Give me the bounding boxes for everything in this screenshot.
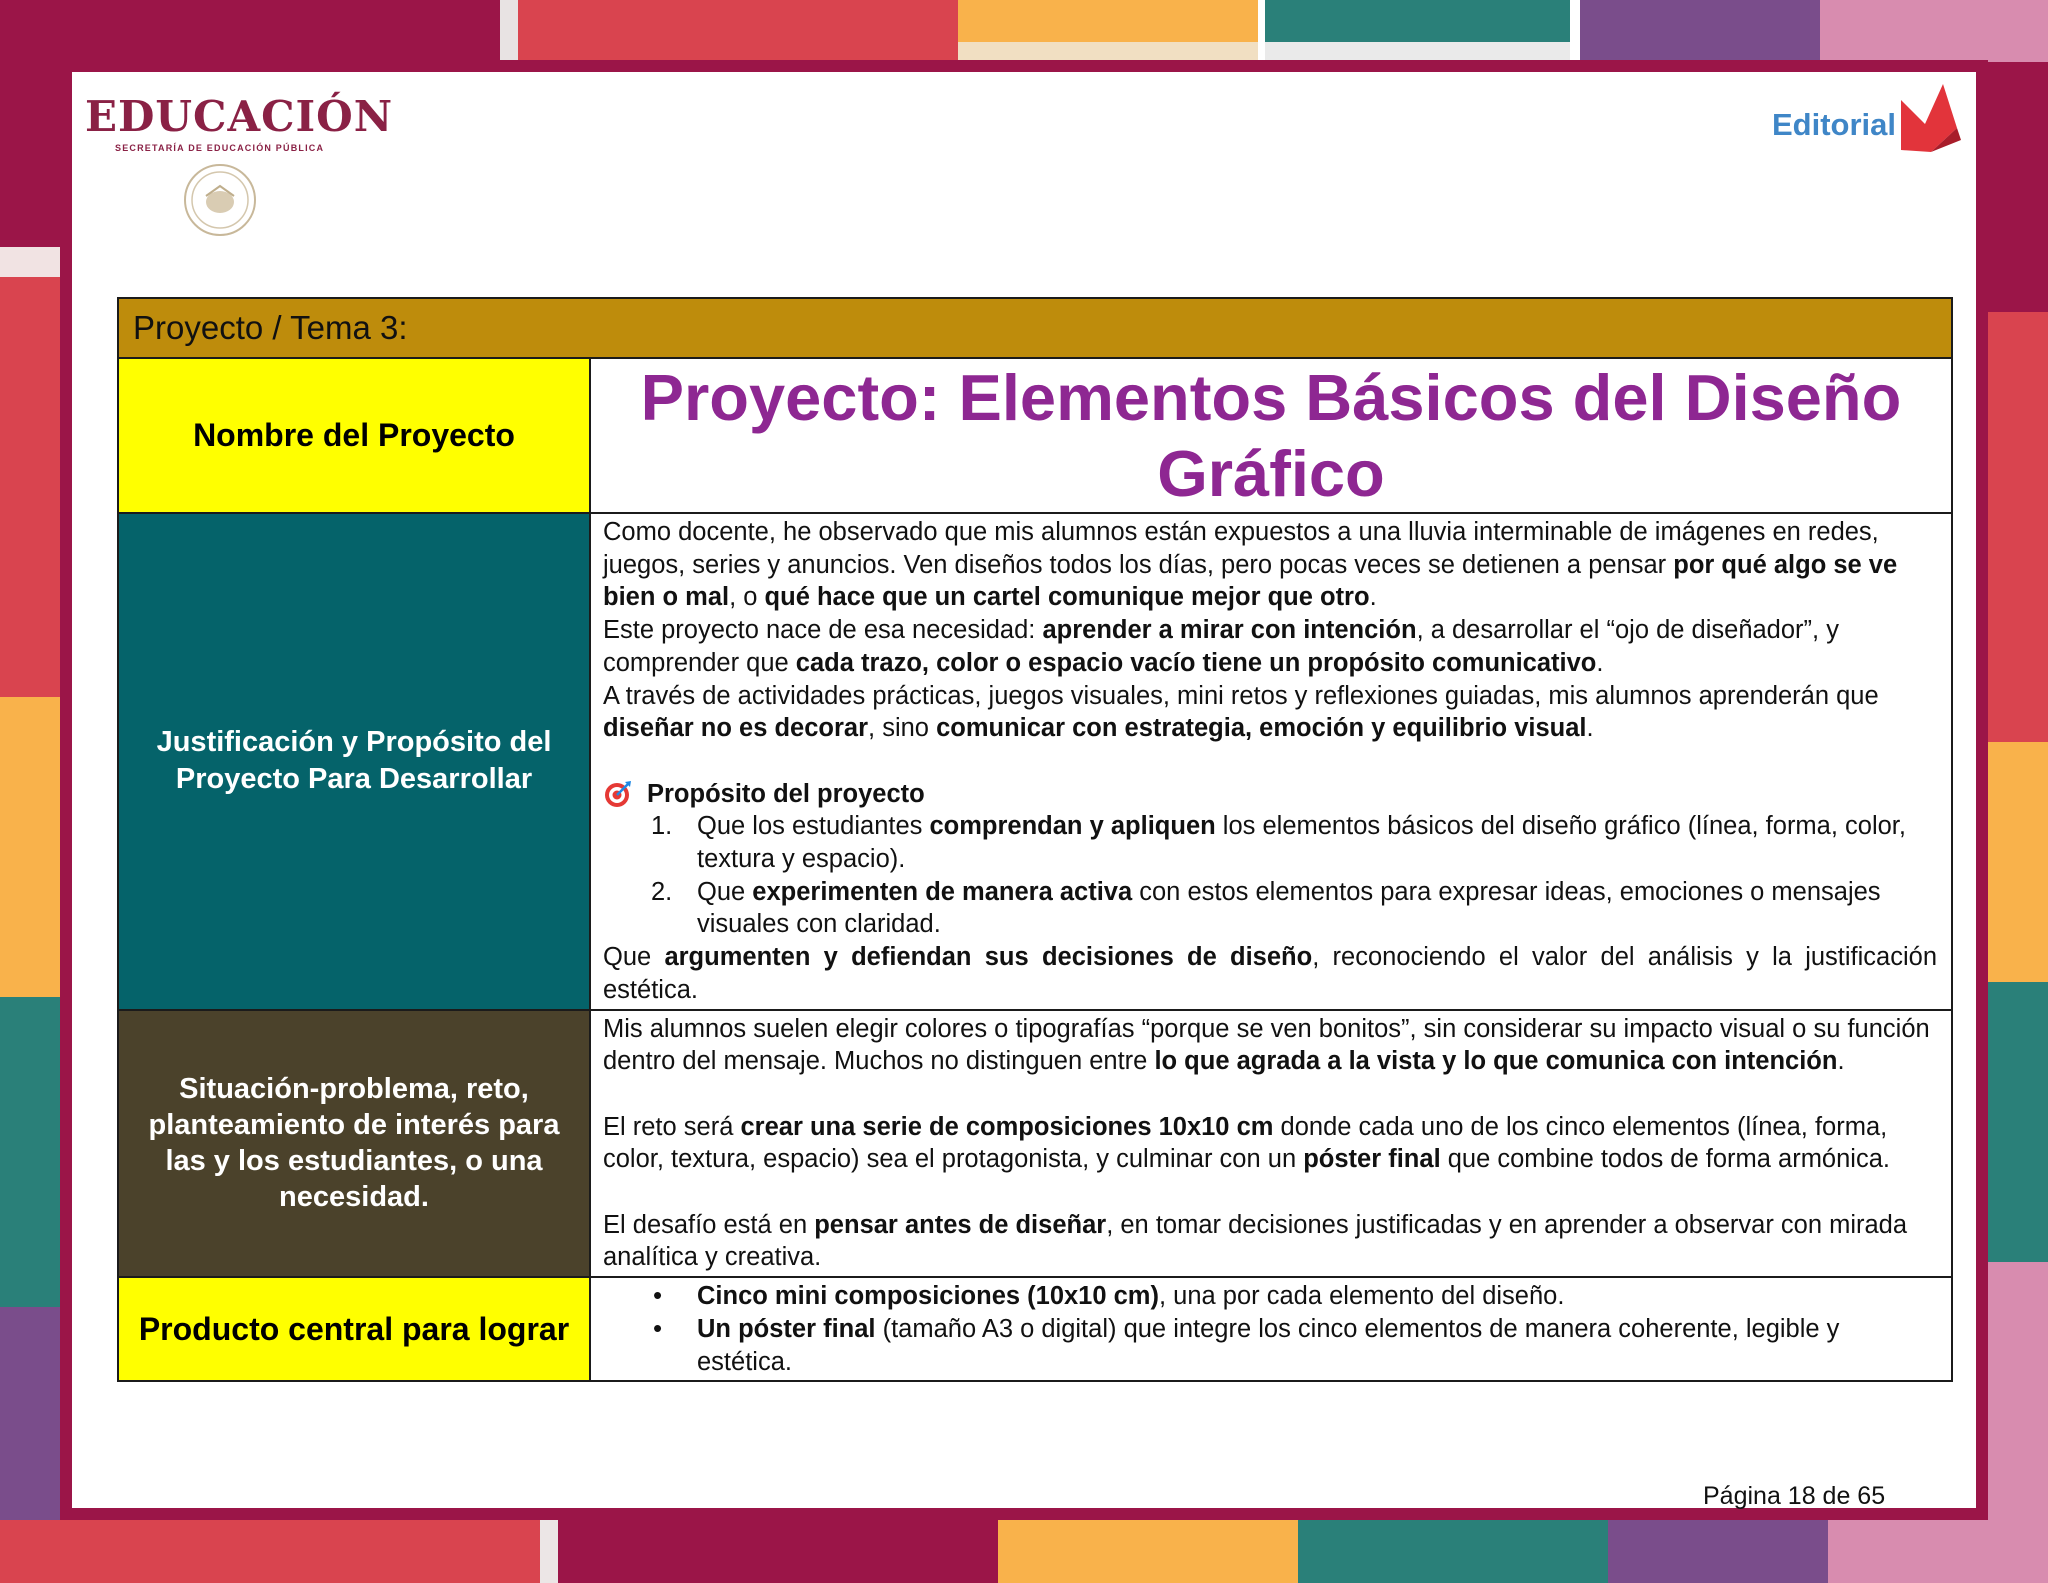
spacer (603, 1176, 1937, 1209)
purpose-list (603, 810, 1937, 941)
text-run: los elementos básicos del diseño gráfico (línea, forma, color, textura y espacio). (697, 812, 1906, 874)
national-seal-icon (182, 162, 258, 238)
situacion-content (590, 1010, 1952, 1278)
text-run: El desafío está en (603, 1210, 815, 1239)
text-run: . (1596, 648, 1604, 677)
spacer (603, 745, 1937, 778)
text-run: Que los estudiantes (697, 812, 930, 841)
mosaic-tile (958, 0, 1258, 42)
mosaic-tile (1298, 1520, 1608, 1583)
text-run: que combine todos de forma armónica. (1440, 1145, 1890, 1174)
producto-content (590, 1277, 1952, 1381)
text-run-bold: cada trazo, color o espacio vacío tiene un propósito comunicativo (795, 648, 1597, 677)
text-run-bold: póster final (1303, 1145, 1441, 1174)
justificacion-paragraph-2 (603, 614, 1937, 679)
list-number: 2. (651, 877, 673, 906)
project-title-line1: Proyecto: Elementos Básicos del Diseño (640, 360, 1902, 434)
text-run-bold: Un póster final (697, 1314, 876, 1343)
justificacion-paragraph-3 (603, 680, 1937, 745)
list-item (603, 876, 1937, 941)
text-run-bold: crear una serie de composiciones 10x10 cm (740, 1112, 1274, 1141)
bullet: • (653, 1312, 663, 1343)
text-run-bold: comunicar con estrategia, emoción y equilibrio visual (936, 714, 1587, 743)
purpose-heading-text: Propósito del proyecto (647, 779, 925, 808)
situacion-paragraph-1 (603, 1013, 1937, 1078)
text-run-bold: argumenten y defiendan sus decisiones de diseño (664, 943, 1313, 972)
justificacion-content (590, 513, 1952, 1010)
mosaic-tile (958, 42, 1258, 62)
text-run: A través de actividades prácticas, juegos visuales, mini retos y reflexiones guiadas, mis alumnos aprenderán que (603, 681, 1879, 710)
producto-list (603, 1280, 1937, 1378)
text-run: (tamaño A3 o digital) que integre los cinco elementos de manera coherente, legible y estética. (697, 1314, 1840, 1376)
list-item (603, 810, 1937, 875)
spacer (603, 1078, 1937, 1111)
text-run: Como docente, he observado que mis alumnos están expuestos a una lluvia interminable de imágenes en redes, juegos, series y anuncios. Ven diseños todos los días, pero pocas veces se detienen a pensar (603, 518, 1879, 579)
situacion-label (118, 1010, 590, 1278)
situacion-label-line1: Situación-problema, reto, (179, 1073, 529, 1106)
mosaic-tile (1820, 0, 2048, 62)
mosaic-tile (1988, 62, 2048, 312)
text-run: . (1837, 1047, 1845, 1076)
situacion-label-line3: las y los estudiantes, o una (165, 1145, 543, 1178)
mosaic-tile (0, 277, 60, 697)
mosaic-tile (0, 0, 500, 62)
justificacion-row (118, 513, 1952, 1010)
mosaic-tile (1828, 1520, 2048, 1583)
mosaic-tile (0, 62, 60, 247)
bullet: • (653, 1280, 663, 1311)
tema-row (118, 298, 1952, 358)
producto-row (118, 1277, 1952, 1381)
text-run: con estos elementos para expresar ideas, emociones o mensajes visuales con claridad. (697, 877, 1881, 939)
mosaic-tile (1265, 42, 1570, 62)
project-title (590, 358, 1952, 513)
text-run-bold: lo que agrada a la vista y lo que comunica con intención (1154, 1047, 1838, 1076)
text-run: , en tomar decisiones justificadas y en aprender a observar con mirada analítica y creativa. (603, 1210, 1908, 1272)
text-run: Mis alumnos suelen elegir colores o tipografías “porque se ven bonitos”, sin considerar su impacto visual o su función dentro del mensaje. Muchos no distinguen entre (603, 1014, 1930, 1076)
situacion-label-line4: necesidad. (279, 1181, 429, 1214)
justificacion-paragraph-1 (603, 516, 1937, 614)
mosaic-tile (1265, 0, 1570, 42)
mosaic-tile (1580, 0, 1820, 62)
nombre-label: Nombre del Proyecto (118, 358, 590, 513)
text-run: . (1586, 714, 1594, 743)
nombre-row (118, 358, 1952, 513)
project-title-line2: Gráfico (1157, 436, 1385, 510)
justificacion-paragraph-4 (603, 941, 1937, 1006)
text-run-bold: por qué algo se ve bien o mal (603, 550, 1898, 612)
page-number: Página 18 de 65 (1703, 1482, 1886, 1510)
sep-logo-text: EDUCACIÓN (85, 92, 394, 141)
text-run: Que (603, 943, 665, 972)
mosaic-tile (1988, 1262, 2048, 1520)
project-table (117, 297, 1953, 1382)
mosaic-tile (1988, 312, 2048, 742)
text-run-bold: aprender a mirar con intención (1042, 616, 1417, 645)
list-item (603, 1280, 1937, 1313)
text-run: , o (729, 583, 765, 612)
text-run-bold: experimenten de manera activa (752, 877, 1133, 906)
mosaic-tile (558, 1520, 998, 1583)
editorial-logo-text: Editorial (1772, 107, 1897, 142)
mosaic-tile (998, 1520, 1298, 1583)
target-icon (603, 779, 633, 809)
justificacion-label-line2: Proyecto Para Desarrollar (175, 763, 533, 796)
producto-label: Producto central para lograr (118, 1277, 590, 1381)
mosaic-tile (0, 1520, 540, 1583)
mosaic-tile (500, 0, 518, 62)
text-run: , reconociendo el valor del análisis y la justificación estética. (603, 943, 1937, 1004)
mosaic-tile (1988, 742, 2048, 982)
situacion-paragraph-2 (603, 1111, 1937, 1176)
situacion-paragraph-3 (603, 1209, 1937, 1274)
list-item (603, 1313, 1937, 1378)
list-number: 1. (651, 812, 673, 841)
purpose-heading (603, 778, 1937, 811)
mosaic-tile (518, 0, 958, 62)
text-run-bold: Cinco mini composiciones (10x10 cm) (697, 1282, 1159, 1311)
mosaic-tile (0, 247, 60, 277)
text-run: Este proyecto nace de esa necesidad: (603, 616, 1043, 645)
text-run-bold: comprendan y apliquen (929, 812, 1216, 841)
situacion-row (118, 1010, 1952, 1278)
justificacion-label (118, 513, 590, 1010)
justificacion-label-line1: Justificación y Propósito del (156, 726, 552, 759)
text-run-bold: qué hace que un cartel comunique mejor que otro (764, 583, 1370, 612)
text-run: El reto será (603, 1112, 741, 1141)
tema-header: Proyecto / Tema 3: (118, 298, 1952, 358)
text-run-bold: diseñar no es decorar (603, 714, 869, 743)
text-run: . (1369, 583, 1377, 612)
mosaic-tile (0, 697, 60, 997)
text-run: , a desarrollar el “ojo de diseñador”, y comprender que (603, 616, 1839, 677)
mosaic-tile (0, 1307, 60, 1520)
text-run: , una por cada elemento del diseño. (1158, 1282, 1565, 1311)
mosaic-tile (1608, 1520, 1828, 1583)
text-run: , sino (868, 714, 937, 743)
text-run-bold: pensar antes de diseñar (814, 1210, 1107, 1239)
mosaic-tile (1988, 982, 2048, 1262)
editorial-md-logo-icon (1895, 80, 1963, 156)
sep-logo-subtitle: SECRETARÍA DE EDUCACIÓN PÚBLICA (115, 143, 325, 153)
situacion-label-line2: planteamiento de interés para (148, 1109, 560, 1142)
text-run: Que (697, 877, 753, 906)
text-run: donde cada uno de los cinco elementos (línea, forma, color, textura, espacio) sea el protagonista, y culminar con un (603, 1112, 1888, 1174)
mosaic-tile (540, 1520, 558, 1583)
mosaic-tile (0, 997, 60, 1307)
